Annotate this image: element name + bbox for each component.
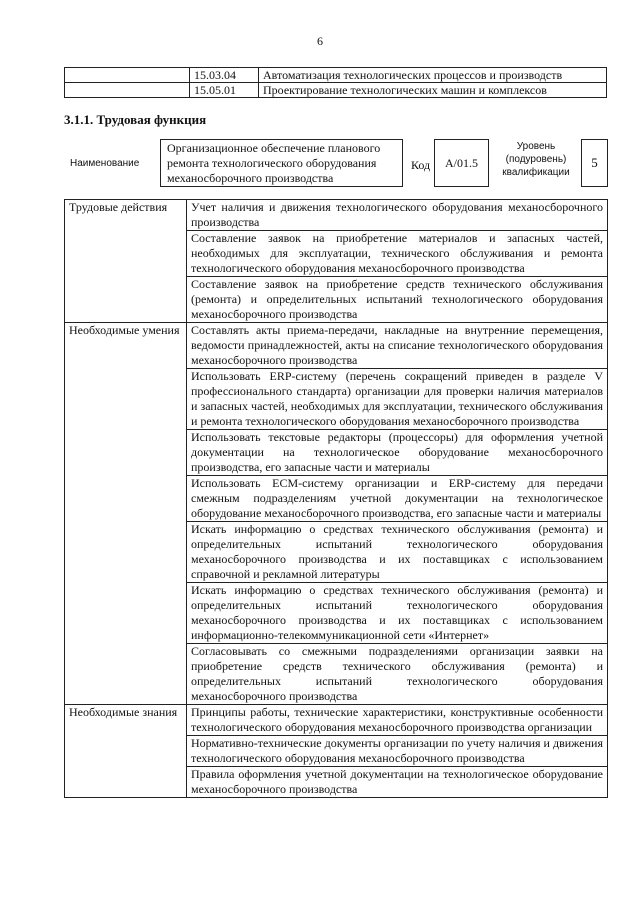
requirement-text: Составление заявок на приобретение материалов и запасных частей, необходимых для эксплуатации, технического обслуживания и ремонта технологического оборудования механосборочного производства bbox=[187, 231, 608, 277]
name-label: Наименование bbox=[70, 158, 140, 169]
function-code-box: А/01.5 bbox=[434, 139, 489, 187]
requirement-text: Использовать ERP-систему (перечень сокращений приведен в разделе V профессионального стандарта) организации для проверки наличия материалов и запасных частей, необходимых для эксплуатации, технического обслуживания и ремонта технологического оборудования механосборочного производства bbox=[187, 369, 608, 430]
table-row bbox=[65, 68, 607, 83]
category-label: Трудовые действия bbox=[65, 200, 187, 323]
specialty-name: Автоматизация технологических процессов и производств bbox=[259, 68, 607, 83]
category-label: Необходимые умения bbox=[65, 323, 187, 705]
requirement-text: Согласовывать со смежными подразделениями организации заявки на приобретение средств технического обслуживания (ремонта) и определительных испытаний технологического оборудования механосборочного производства bbox=[187, 644, 608, 705]
specialty-code: 15.05.01 bbox=[190, 83, 259, 98]
requirement-text: Искать информацию о средствах технического обслуживания (ремонта) и определительных испытаний технологического оборудования механосборочного производства и их поставщиках с использованием информационно-телекоммуникационной сети «Интернет» bbox=[187, 583, 608, 644]
table-row bbox=[65, 83, 607, 98]
requirement-text: Нормативно-технические документы организации по учету наличия и движения технологического оборудования механосборочного производства bbox=[187, 736, 608, 767]
requirement-text: Учет наличия и движения технологического оборудования механосборочного производства bbox=[187, 200, 608, 231]
section-heading: 3.1.1. Трудовая функция bbox=[64, 112, 207, 127]
qualification-level-label: Уровень (подуровень) квалификации bbox=[502, 141, 570, 178]
table-cell-blank bbox=[65, 68, 190, 83]
table-row bbox=[65, 705, 608, 736]
requirement-text: Составление заявок на приобретение средств технического обслуживания (ремонта) и определительных испытаний технологического оборудования механосборочного производства bbox=[187, 277, 608, 323]
category-label: Необходимые знания bbox=[65, 705, 187, 798]
requirement-text: Искать информацию о средствах технического обслуживания (ремонта) и определительных испытаний технологического оборудования механосборочного производства и их поставщиках с использованием справочной и рекламной литературы bbox=[187, 522, 608, 583]
table-row bbox=[65, 200, 608, 231]
labor-function-table bbox=[64, 199, 608, 798]
code-label: Код bbox=[411, 158, 431, 172]
education-codes-table bbox=[64, 67, 607, 98]
requirement-text: Составлять акты приема-передачи, накладные на внутренние перемещения, ведомости принадлежностей, акты на списание технологического оборудования механосборочного производства bbox=[187, 323, 608, 369]
requirement-text: Принципы работы, технические характеристики, конструктивные особенности технологического оборудования механосборочного производства организации bbox=[187, 705, 608, 736]
function-name-box: Организационное обеспечение планового ремонта технологического оборудования механосборочного производства bbox=[160, 139, 403, 187]
requirement-text: Использовать ECM-систему организации и ERP-систему для передачи смежным подразделениям учетной документации на технологическое оборудование механосборочного производства, его запасные части и материалы bbox=[187, 476, 608, 522]
requirement-text: Использовать текстовые редакторы (процессоры) для оформления учетной документации на технологическое оборудование механосборочного производства, его запасные части и материалы bbox=[187, 430, 608, 476]
specialty-code: 15.03.04 bbox=[190, 68, 259, 83]
specialty-name: Проектирование технологических машин и комплексов bbox=[259, 83, 607, 98]
page-number: 6 bbox=[317, 34, 323, 48]
table-row bbox=[65, 323, 608, 369]
qualification-level-box: 5 bbox=[581, 139, 608, 187]
requirement-text: Правила оформления учетной документации на технологическое оборудование механосборочного производства bbox=[187, 767, 608, 798]
table-cell-blank bbox=[65, 83, 190, 98]
